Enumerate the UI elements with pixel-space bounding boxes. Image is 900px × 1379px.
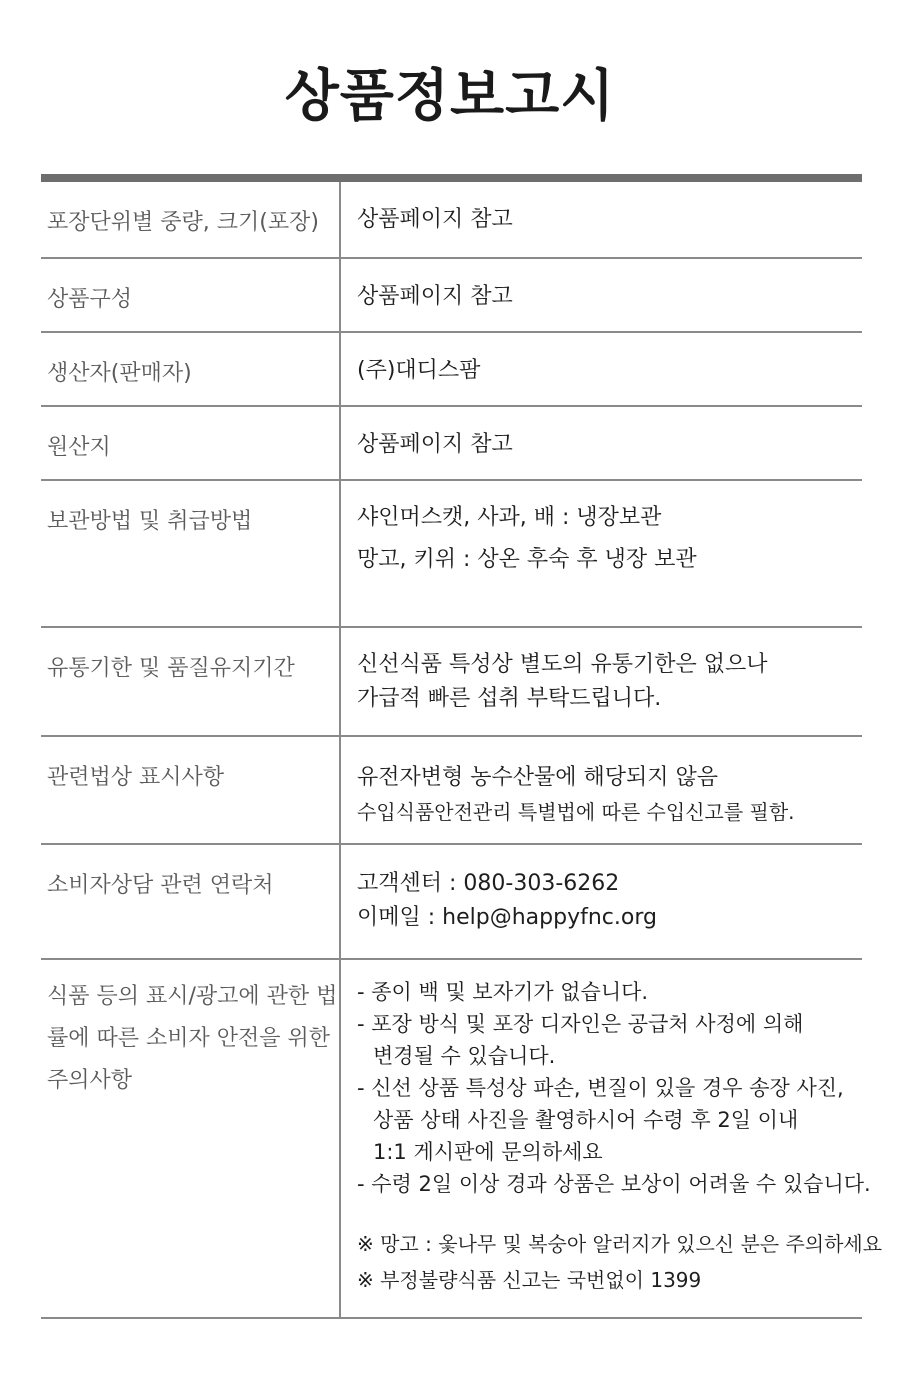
row-value: 신선식품 특성상 별도의 유통기한은 없으나 가급적 빠른 섭취 부탁드립니다. (357, 652, 768, 711)
row-label: 소비자상담 관련 연락처 (41, 845, 341, 958)
row-value: 상품페이지 참고 (357, 284, 513, 309)
caution-item: - 포장 방식 및 포장 디자인은 공급처 사정에 의해 (357, 1012, 804, 1036)
row-value (341, 845, 862, 958)
product-info-table (41, 174, 883, 1319)
table-row (41, 481, 862, 628)
row-value: 유전자변형 농수산물에 해당되지 않음 수입식품안전관리 특별법에 따른 수입신고를 필함. (357, 765, 795, 824)
email-address: 이메일 : help@happyfnc.org (357, 905, 657, 930)
note-mango: ※ 망고 : 옻나무 및 복숭아 알러지가 있으신 분은 주의하세요 (357, 1232, 883, 1256)
row-label: 생산자(판매자) (41, 333, 341, 405)
row-label: 원산지 (41, 407, 341, 479)
table-row (41, 259, 862, 333)
row-label: 관련법상 표시사항 (41, 737, 341, 843)
caution-item: - 신선 상품 특성상 파손, 변질이 있을 경우 송장 사진, (357, 1076, 844, 1100)
spacer (357, 1200, 882, 1226)
row-value: 상품페이지 참고 (357, 207, 513, 232)
table-row (41, 845, 862, 960)
caution-item-cont: 변경될 수 있습니다. (373, 1044, 556, 1068)
row-label: 식품 등의 표시/광고에 관한 법률에 따른 소비자 안전을 위한 주의사항 (41, 960, 341, 1317)
table-row (41, 407, 862, 481)
table-row (41, 333, 862, 407)
caution-item-cont: 1:1 게시판에 문의하세요 (373, 1140, 603, 1164)
caution-item-cont: 상품 상태 사진을 촬영하시어 수령 후 2일 이내 (373, 1108, 799, 1132)
row-label: 상품구성 (41, 259, 341, 331)
table-row (41, 628, 862, 737)
row-label: 보관방법 및 취급방법 (41, 481, 341, 626)
row-label: 유통기한 및 품질유지기간 (41, 628, 341, 735)
table-row (41, 960, 883, 1319)
phone-number: 고객센터 : 080-303-6262 (357, 871, 620, 896)
row-value: 샤인머스캣, 사과, 배 : 냉장보관 망고, 키위 : 상온 후숙 후 냉장 보관 (357, 505, 697, 572)
row-label: 포장단위별 중량, 크기(포장) (41, 182, 341, 257)
row-value (341, 960, 882, 1317)
table-row (41, 737, 862, 845)
table-row (41, 182, 862, 259)
caution-item: - 수령 2일 이상 경과 상품은 보상이 어려울 수 있습니다. (357, 1172, 871, 1196)
page-title: 상품정보고시 (284, 64, 616, 129)
row-value: (주)대디스팜 (357, 358, 481, 383)
row-value: 상품페이지 참고 (357, 432, 513, 457)
note-report: ※ 부정불량식품 신고는 국번없이 1399 (357, 1268, 702, 1292)
caution-item: - 종이 백 및 보자기가 없습니다. (357, 980, 649, 1004)
